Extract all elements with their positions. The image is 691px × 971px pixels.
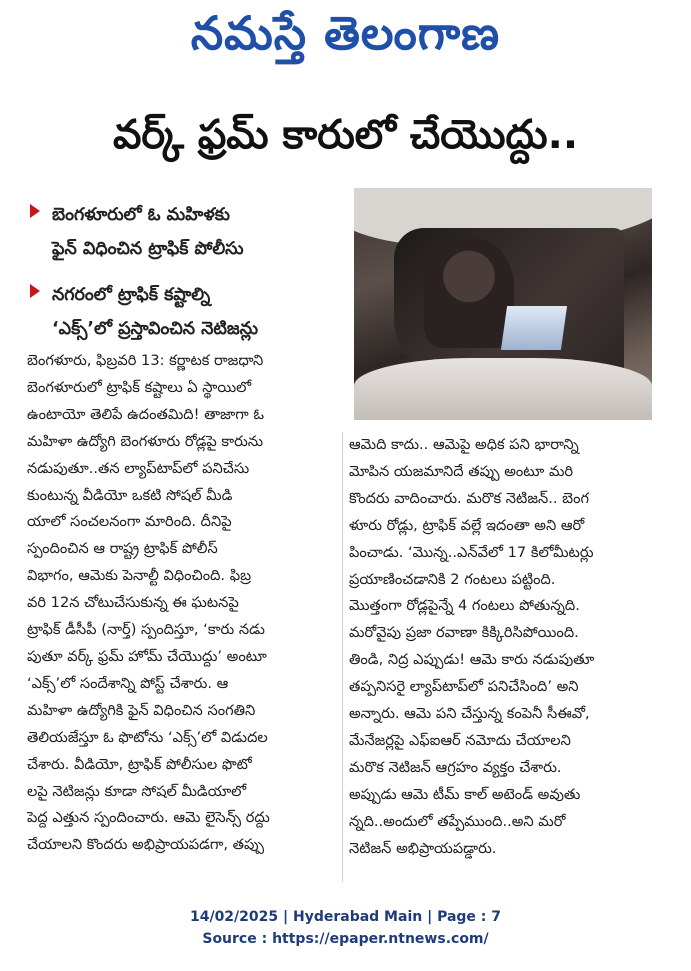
column-divider	[342, 432, 343, 882]
article-line: న్నది..అందులో తప్పేముంది..అని మరో	[349, 812, 566, 830]
article-line: నెటిజన్ అభిప్రాయపడ్డారు.	[349, 839, 497, 857]
article-column-1	[27, 348, 335, 859]
highlight-bullet	[26, 198, 344, 266]
page-footer	[0, 906, 691, 950]
article-line: చేశారు. వీడియో, ట్రాఫిక్ పోలీసుల ఫొటో	[27, 755, 252, 773]
article-line: లపై నెటిజన్లు కూడా సోషల్ మీడియాలో	[27, 782, 247, 800]
bullet-arrow-icon	[30, 284, 40, 298]
article-column-2	[349, 432, 653, 863]
article-line: మేనేజర్లపై ఎఫ్ఐఆర్ నమోదు చేయాలని	[349, 731, 571, 749]
news-photo	[354, 188, 652, 420]
article-line: బెంగళూరులో ట్రాఫిక్ కష్టాలు ఏ స్థాయిలో	[27, 378, 252, 396]
article-line: తెలియజేస్తూ ఓ ఫొటోను ‘ఎక్స్’లో విడుదల	[27, 728, 268, 746]
article-line: పెద్ద ఎత్తున స్పందించారు. ఆమె లైసెన్స్ రద్దు	[27, 809, 270, 827]
article-line: మోపిన యజమానిదే తప్పు అంటూ మరి	[349, 462, 574, 480]
article-line: స్పందించిన ఆ రాష్ట్ర ట్రాఫిక్ పోలీస్	[27, 540, 218, 558]
bullet-line: ఫైన్ విధించిన ట్రాఫిక్ పోలీసు	[52, 239, 244, 259]
bullet-arrow-icon	[30, 204, 40, 218]
article-line: అన్నారు. ఆమె పని చేస్తున్న కంపెనీ సీఈవో,	[349, 705, 590, 723]
masthead-logo: నమస్తే తెలంగాణ	[190, 6, 501, 60]
article-line: కుంటున్న వీడియో ఒకటి సోషల్ మీడి	[27, 486, 233, 504]
article-line: పించాడు. ‘మొన్న..ఎన్‌వేలో 17 కిలోమీటర్లు	[349, 543, 594, 561]
article-line: ఉంటాయో తెలిపే ఉదంతమిది! తాజాగా ఓ	[27, 405, 265, 423]
article-line: నడుపుతూ..తన ల్యాప్‌టాప్‌లో పనిచేసు	[27, 459, 250, 477]
article-line: ళూరు రోడ్లు, ట్రాఫిక్ వల్లే ఇదంతా అని ఆరో	[349, 516, 585, 534]
bullet-line: బెంగళూరులో ఓ మహిళకు	[52, 205, 230, 225]
article-headline: వర్క్ ఫ్రమ్ కారులో చేయొద్దు..	[112, 112, 579, 158]
article-line: ప్రయాణించడానికి 2 గంటలు పట్టింది.	[349, 570, 556, 588]
article-line: మొత్తంగా రోడ్లపైన్నే 4 గంటలు పోతున్నది.	[349, 597, 580, 615]
article-line: బెంగళూరు, ఫిబ్రవరి 13: కర్ణాటక రాజధాని	[27, 352, 264, 369]
highlight-bullet	[26, 278, 344, 346]
article-line: యాలో సంచలనంగా మారింది. దీనిపై	[27, 513, 232, 531]
article-line: కొందరు వాదించారు. మరొక నెటిజన్.. బెంగ	[349, 489, 589, 507]
article-line: చేయాలని కొందరు అభిప్రాయపడగా, తప్పు	[27, 836, 264, 854]
article-line: ‘ఎక్స్’లో సందేశాన్ని పోస్ట్ చేశారు. ఆ	[27, 674, 229, 692]
article-line: పుతూ వర్క్ ఫ్రమ్ హోమ్ చేయొద్దు’ అంటూ	[27, 647, 267, 665]
laptop-icon	[501, 306, 567, 350]
highlight-bullets	[26, 198, 344, 358]
footer-source: Source : https://epaper.ntnews.com/	[202, 931, 489, 947]
article-line: మహిళా ఉద్యోగి బెంగళూరు రోడ్లపై కారును	[27, 432, 264, 450]
article-line: ఆమెది కాదు.. ఆమెపై అధిక పని భారాన్ని	[349, 436, 579, 453]
bullet-line: నగరంలో ట్రాఫిక్ కష్టాల్ని	[52, 285, 211, 305]
article-line: అప్పుడు ఆమె టీమ్ కాల్ అటెండ్ అవుతు	[349, 785, 581, 803]
article-line: మహిళా ఉద్యోగికి ఫైన్ విధించిన సంగతిని	[27, 701, 256, 719]
article-line: మరొక నెటిజన్ ఆగ్రహం వ్యక్తం చేశారు.	[349, 758, 562, 776]
article-line: ట్రాఫిక్ డీసీపీ (నార్త్) స్పందిస్తూ, ‘కారు నడు	[27, 621, 265, 639]
bullet-line: ‘ఎక్స్’లో ప్రస్తావించిన నెటిజన్లు	[52, 319, 259, 339]
article-line: విభాగం, ఆమెకు పెనాల్టీ విధించింది. ఫిబ్ర	[27, 567, 252, 585]
article-line: తప్పనిసరై ల్యాప్‌టాప్‌లో పనిచేసింది’ అని	[349, 678, 579, 696]
article-line: మరోవైపు ప్రజా రవాణా కిక్కిరిసిపోయింది.	[349, 624, 579, 642]
article-line: వరి 12న చోటుచేసుకున్న ఈ ఘటనపై	[27, 594, 239, 612]
footer-date-edition: 14/02/2025 | Hyderabad Main | Page : 7	[189, 909, 502, 925]
article-line: తిండి, నిద్ర ఎప్పుడు! ఆమె కారు నడుపుతూ	[349, 651, 595, 669]
